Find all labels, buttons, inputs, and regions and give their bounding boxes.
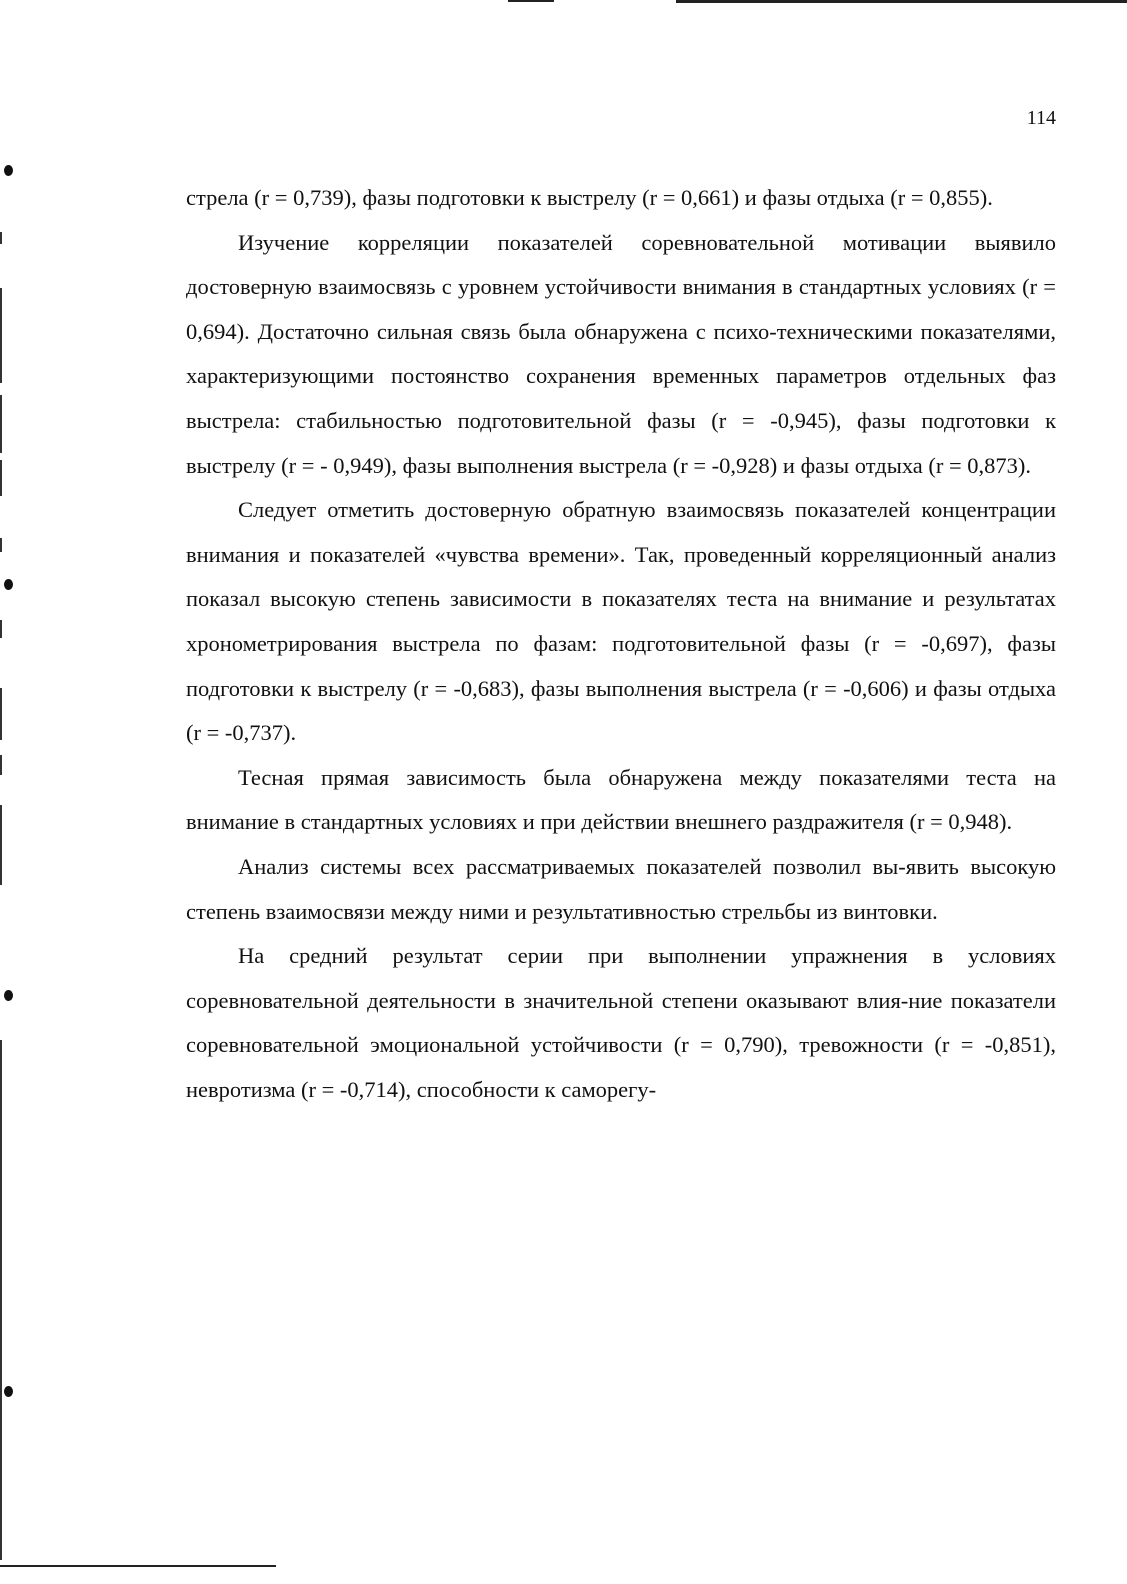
scan-edge-mark: [0, 755, 2, 775]
punch-hole: [4, 1386, 13, 1397]
paragraph-2: Изучение корреляции показателей соревновательной мотивации выявило достоверную взаимосвязь с уровнем устойчивости внимания в стандартных условиях (r = 0,694). Достаточно сильная связь была обнаружена с психо-техническими показателями, характеризующими постоянство сохранения временных параметров отдельных фаз выстрела: стабильностью подготовительной фазы (r = -0,945), фазы подготовки к выстрелу (r = - 0,949), фазы выполнения выстрела (r = -0,928) и фазы отдыха (r = 0,873).: [186, 229, 1056, 478]
punch-hole: [4, 990, 13, 1001]
paragraph-3: Следует отметить достоверную обратную взаимосвязь показателей концентрации внимания и показателей «чувства времени». Так, проведенный корреляционный анализ показал высокую степень зависимости в показателях теста на внимание и результатах хронометрирования выстрела по фазам: подготовительной фазы (r = -0,697), фазы подготовки к выстрелу (r = -0,683), фазы выполнения выстрела (r = -0,606) и фазы отдыха (r = -0,737).: [186, 497, 1056, 746]
scan-edge-mark: [0, 288, 2, 383]
paragraph-6: На средний результат серии при выполнении упражнения в условиях соревновательной деятельности в значительной степени оказывают влия-ние показатели соревновательной эмоциональной устойчивости (r = 0,790), тревожности (r = -0,851), невротизма (r = -0,714), способности к саморегу-: [186, 943, 1056, 1102]
paragraph-4: Тесная прямая зависимость была обнаружена между показателями теста на внимание в стандартных условиях и при действии внешнего раздражителя (r = 0,948).: [186, 764, 1056, 835]
scan-edge-mark: [0, 460, 2, 496]
scan-edge-mark: [0, 232, 2, 244]
punch-hole: [4, 165, 13, 176]
document-text: [186, 176, 1056, 1112]
scan-edge-mark: [0, 538, 2, 552]
scan-edge-mark: [0, 1040, 2, 1560]
scan-edge-mark: [0, 620, 2, 638]
scan-edge-mark: [0, 805, 2, 885]
scan-edge-mark: [0, 395, 2, 453]
scan-edge-line: [0, 1565, 276, 1567]
scan-edge-line: [676, 0, 1127, 3]
scan-edge-line: [508, 0, 554, 2]
paragraph-1: стрела (r = 0,739), фазы подготовки к выстрелу (r = 0,661) и фазы отдыха (r = 0,855).: [186, 185, 993, 210]
paragraph-5: Анализ системы всех рассматриваемых показателей позволил вы-явить высокую степень взаимосвязи между ними и результативностью стрельбы из винтовки.: [186, 853, 1056, 924]
scan-edge-mark: [0, 688, 2, 740]
page-number: 114: [1026, 107, 1056, 129]
punch-hole: [4, 579, 13, 590]
